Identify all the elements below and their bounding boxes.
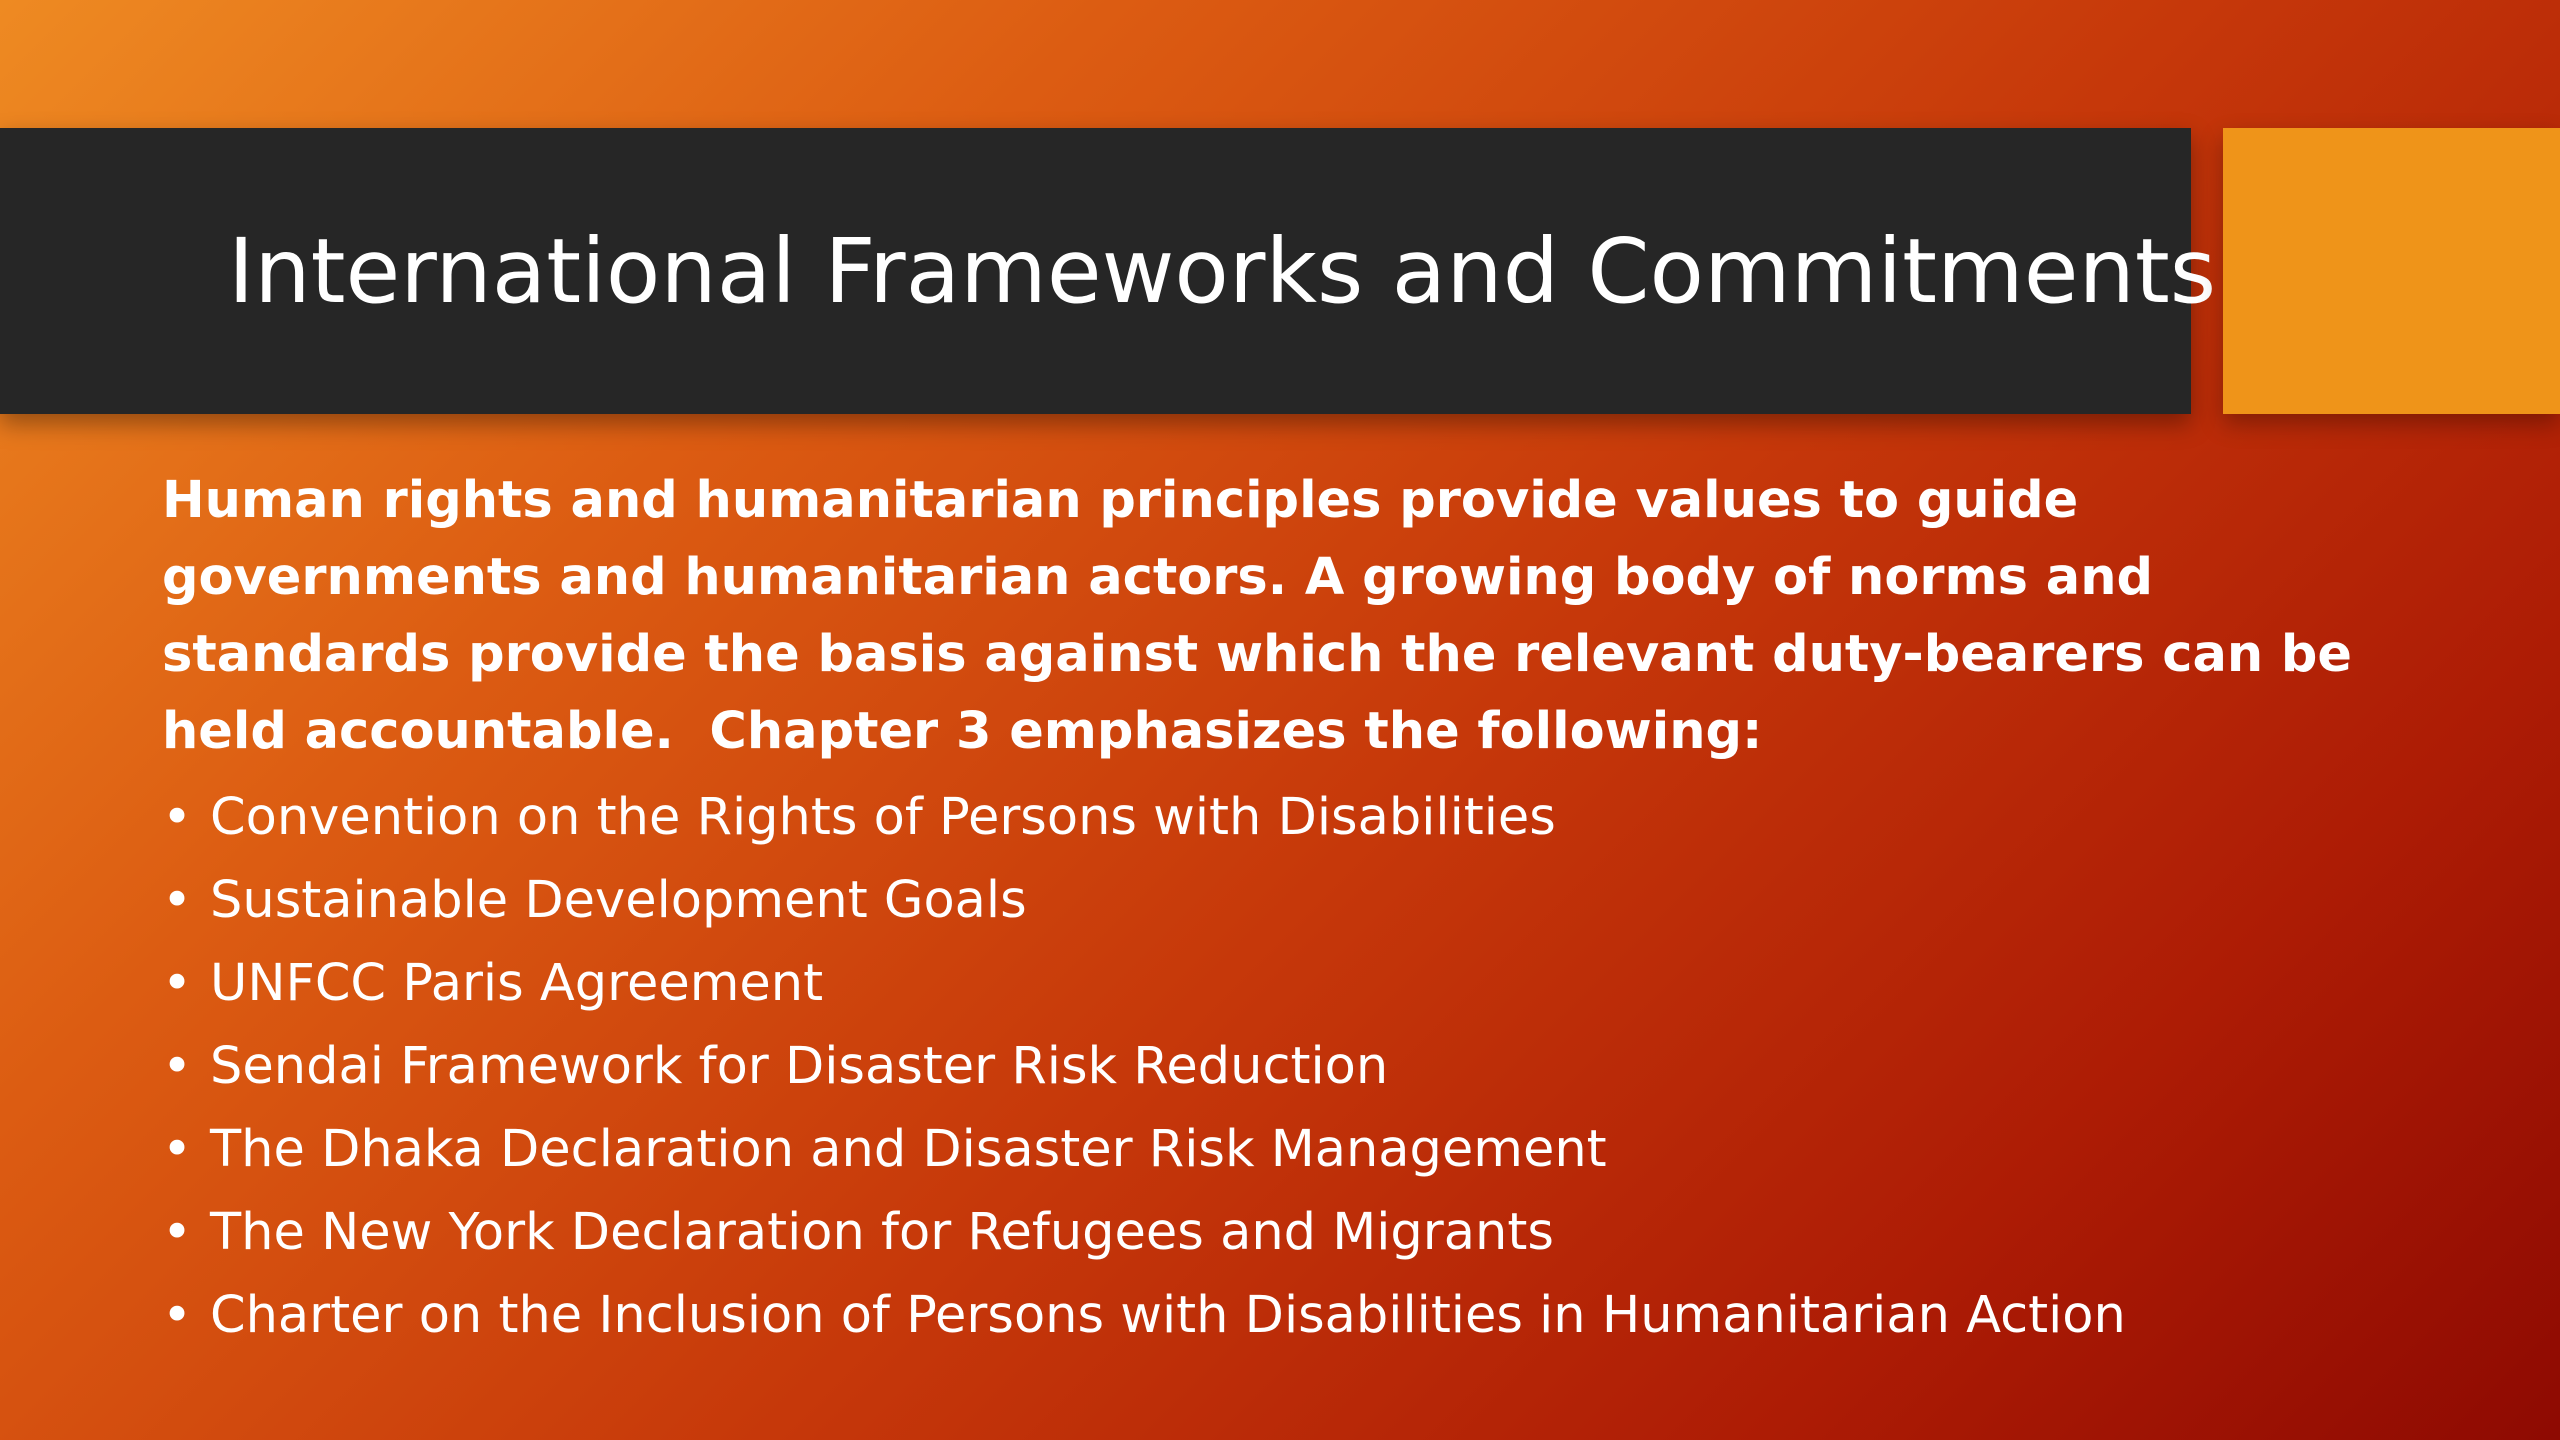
bullet-item [162, 1274, 2392, 1357]
accent-box [2223, 128, 2560, 414]
bullet-item [162, 1108, 2392, 1191]
bullet-icon: • [162, 954, 193, 1013]
bullet-icon: • [162, 871, 193, 930]
bullet-icon: • [162, 1203, 193, 1262]
bullet-text: Sendai Framework for Disaster Risk Reduction [210, 1037, 1389, 1096]
bullet-item [162, 1191, 2392, 1274]
slide-title: International Frameworks and Commitments [228, 219, 2217, 323]
bullet-item [162, 942, 2392, 1025]
bullet-item [162, 859, 2392, 942]
bullet-text: Sustainable Development Goals [210, 871, 1027, 930]
bullet-icon: • [162, 1120, 193, 1179]
bullet-text: Charter on the Inclusion of Persons with Disabilities in Humanitarian Action [210, 1286, 2126, 1345]
bullet-text: The New York Declaration for Refugees and Migrants [210, 1203, 1554, 1262]
slide-body [162, 462, 2392, 1357]
bullet-text: UNFCC Paris Agreement [210, 954, 824, 1013]
bullet-icon: • [162, 1037, 193, 1096]
bullet-item [162, 776, 2392, 859]
bullet-text: The Dhaka Declaration and Disaster Risk Management [210, 1120, 1607, 1179]
bullet-list [162, 776, 2392, 1357]
bullet-icon: • [162, 788, 193, 847]
title-bar [0, 128, 2217, 414]
bullet-text: Convention on the Rights of Persons with Disabilities [210, 788, 1556, 847]
bullet-item [162, 1025, 2392, 1108]
intro-paragraph: Human rights and humanitarian principles provide values to guide governments and humanitarian actors. A growing body of norms and standards provide the basis against which the relevant duty-bearers can be held accountable. Chapter 3 emphasizes the following: [162, 471, 2370, 761]
bullet-icon: • [162, 1286, 193, 1345]
